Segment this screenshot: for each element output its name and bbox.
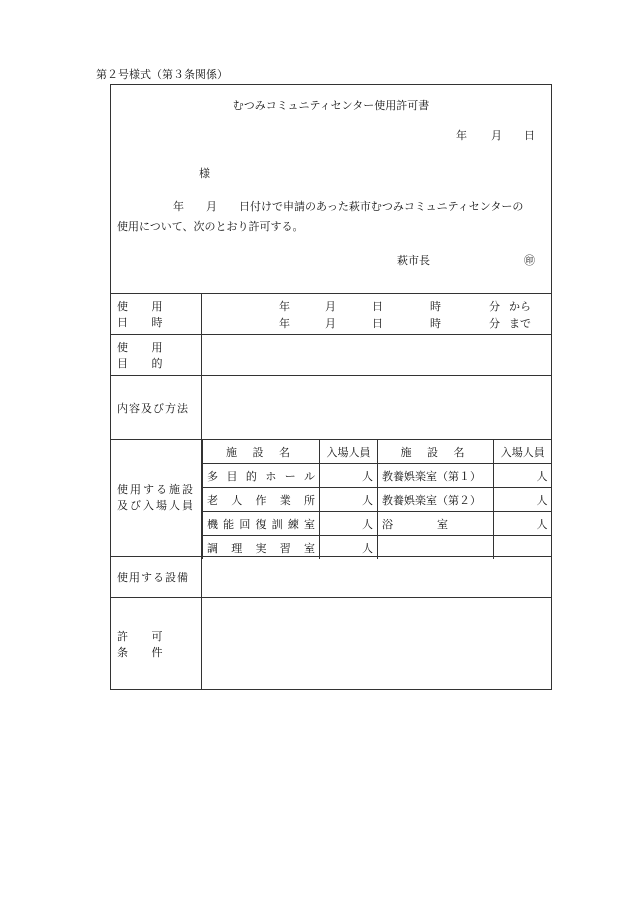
usage-datetime-value — [202, 293, 551, 334]
permit-header — [111, 85, 551, 294]
table-row: 機能回復訓練室 人 浴 室 人 — [203, 512, 552, 536]
label-equipment: 使用する設備 — [111, 557, 202, 597]
statement-line-1 — [117, 197, 549, 217]
datetime-from-line: 年 月 日 時 分 から — [279, 300, 531, 313]
facilities-header-row: 施 設 名 入場人員 施 設 名 入場人員 — [203, 440, 552, 464]
date-day: 日 — [524, 129, 535, 142]
seal-mark: ㊞ — [524, 254, 535, 267]
facilities-table — [202, 440, 552, 559]
statement-text-1: 日付けで申請のあった萩市むつみコミュニティセンターの — [239, 200, 524, 213]
label-purpose: 使 用 目 的 — [111, 335, 202, 375]
label-usage-datetime: 使 用 日 時 — [111, 293, 202, 334]
row-purpose — [111, 335, 551, 376]
addressee-suffix: 様 — [199, 167, 210, 180]
permit-statement — [117, 197, 549, 237]
row-facilities — [111, 440, 551, 557]
row-conditions — [111, 598, 551, 689]
date-month: 月 — [491, 129, 502, 142]
table-row: 多目的ホール 人 教養娯楽室（第１） 人 — [203, 464, 552, 488]
datetime-to-line: 年 月 日 時 分 まで — [279, 317, 531, 330]
statement-text-2: 使用について、次のとおり許可する。 — [117, 220, 304, 233]
label-conditions: 許 可 条 件 — [111, 598, 202, 689]
table-row: 調理実習室 人 — [203, 536, 552, 560]
permit-form — [110, 84, 552, 690]
page-title: むつみコミュニティセンター使用許可書 — [232, 99, 430, 112]
statement-month: 月 — [206, 200, 217, 213]
row-content-method — [111, 376, 551, 440]
table-row: 老人作業所 人 教養娯楽室（第２） 人 — [203, 488, 552, 512]
label-facilities: 使用する施設及び入場人員 — [111, 440, 202, 556]
issuer-name: 萩市長 — [397, 254, 430, 267]
date-year: 年 — [456, 129, 467, 142]
form-number: 第２号様式（第３条関係） — [96, 68, 228, 81]
issue-date — [456, 127, 535, 143]
row-usage-datetime — [111, 293, 551, 335]
statement-year: 年 — [173, 200, 184, 213]
row-equipment — [111, 557, 551, 598]
label-content-method: 内容及び方法 — [111, 376, 202, 439]
